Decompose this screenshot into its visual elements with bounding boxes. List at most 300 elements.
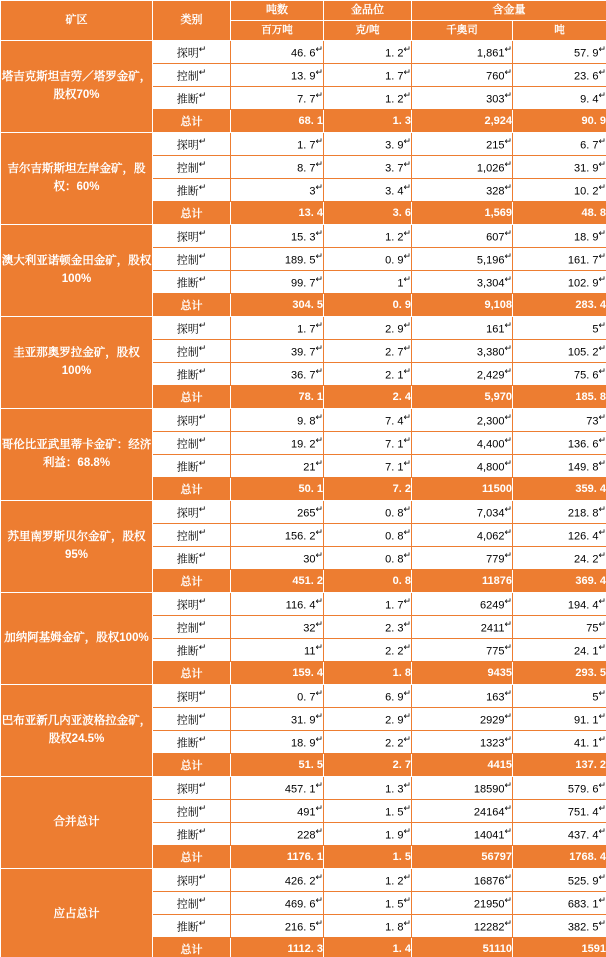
paragraph-mark-icon: ↵	[403, 596, 411, 607]
cell-contained_t: 161. 7↵	[513, 248, 606, 271]
cell-contained_koz: 11876	[412, 570, 513, 593]
cell-contained_t: 369. 4	[513, 570, 606, 593]
paragraph-mark-icon: ↵	[315, 366, 323, 377]
cell-grade: 2. 9↵	[324, 708, 412, 731]
paragraph-mark-icon: ↵	[403, 343, 411, 354]
cell-category: 总计	[153, 294, 231, 317]
paragraph-mark-icon: ↵	[315, 872, 323, 883]
table-row	[1, 409, 606, 432]
paragraph-mark-icon: ↵	[198, 66, 207, 77]
paragraph-mark-icon: ↵	[504, 366, 512, 377]
cell-grade: 1. 5↵	[324, 800, 412, 823]
cell-contained_koz: 328↵	[412, 179, 513, 202]
cell-contained_koz: 2,429↵	[412, 363, 513, 386]
paragraph-mark-icon: ↵	[198, 503, 207, 514]
paragraph-mark-icon: ↵	[598, 711, 606, 722]
paragraph-mark-icon: ↵	[598, 504, 606, 515]
paragraph-mark-icon: ↵	[403, 780, 411, 791]
cell-contained_t: 218. 8↵	[513, 501, 606, 524]
cell-contained_koz: 163↵	[412, 685, 513, 708]
cell-category: 推断↵	[153, 823, 231, 846]
cell-grade: 2. 2↵	[324, 639, 412, 662]
cell-grade: 0. 8↵	[324, 524, 412, 547]
cell-category: 控制↵	[153, 64, 231, 87]
paragraph-mark-icon: ↵	[504, 596, 512, 607]
cell-tonnes: 0. 7↵	[231, 685, 324, 708]
header-grade: 金品位	[324, 1, 412, 21]
paragraph-mark-icon: ↵	[198, 135, 207, 146]
cell-grade: 1. 3↵	[324, 777, 412, 800]
cell-contained_koz: 1,026↵	[412, 156, 513, 179]
cell-contained_t: 10. 2↵	[513, 179, 606, 202]
cell-category: 推断↵	[153, 731, 231, 754]
paragraph-mark-icon: ↵	[403, 504, 411, 515]
paragraph-mark-icon: ↵	[504, 803, 512, 814]
paragraph-mark-icon: ↵	[198, 641, 207, 652]
cell-tonnes: 457. 1↵	[231, 777, 324, 800]
cell-grade: 3. 9↵	[324, 133, 412, 156]
cell-contained_t: 48. 8	[513, 202, 606, 225]
cell-category: 控制↵	[153, 340, 231, 363]
table-row	[1, 225, 606, 248]
paragraph-mark-icon: ↵	[504, 159, 512, 170]
paragraph-mark-icon: ↵	[598, 458, 606, 469]
cell-contained_koz: 7,034↵	[412, 501, 513, 524]
cell-category: 推断↵	[153, 547, 231, 570]
cell-category: 控制↵	[153, 432, 231, 455]
cell-grade: 7. 2	[324, 478, 412, 501]
cell-contained_koz: 24164↵	[412, 800, 513, 823]
cell-grade: 0. 9↵	[324, 248, 412, 271]
cell-tonnes: 469. 6↵	[231, 892, 324, 915]
cell-grade: 2. 9↵	[324, 317, 412, 340]
cell-category: 推断↵	[153, 915, 231, 938]
header-category: 类别	[153, 1, 231, 41]
paragraph-mark-icon: ↵	[403, 872, 411, 883]
cell-contained_t: 6. 7↵	[513, 133, 606, 156]
cell-contained_t: 105. 2↵	[513, 340, 606, 363]
cell-contained_t: 137. 2	[513, 754, 606, 777]
paragraph-mark-icon: ↵	[315, 274, 323, 285]
paragraph-mark-icon: ↵	[403, 527, 411, 538]
paragraph-mark-icon: ↵	[504, 412, 512, 423]
cell-grade: 1. 2↵	[324, 869, 412, 892]
cell-grade: 1. 4	[324, 938, 412, 957]
cell-grade: 2. 4	[324, 386, 412, 409]
cell-contained_t: 75. 6↵	[513, 363, 606, 386]
paragraph-mark-icon: ↵	[198, 457, 207, 468]
paragraph-mark-icon: ↵	[198, 871, 207, 882]
paragraph-mark-icon: ↵	[198, 89, 207, 100]
cell-tonnes: 36. 7↵	[231, 363, 324, 386]
paragraph-mark-icon: ↵	[504, 136, 512, 147]
cell-category: 总计	[153, 662, 231, 685]
cell-contained_koz: 6249↵	[412, 593, 513, 616]
cell-tonnes: 13. 9↵	[231, 64, 324, 87]
paragraph-mark-icon: ↵	[315, 895, 323, 906]
cell-contained_t: 24. 1↵	[513, 639, 606, 662]
cell-grade: 7. 4↵	[324, 409, 412, 432]
cell-category: 推断↵	[153, 639, 231, 662]
paragraph-mark-icon: ↵	[315, 780, 323, 791]
cell-tonnes: 265↵	[231, 501, 324, 524]
paragraph-mark-icon: ↵	[598, 274, 606, 285]
cell-tonnes: 18. 9↵	[231, 731, 324, 754]
cell-grade: 1. 5	[324, 846, 412, 869]
paragraph-mark-icon: ↵	[315, 550, 323, 561]
cell-category: 控制↵	[153, 800, 231, 823]
cell-contained_t: 102. 9↵	[513, 271, 606, 294]
cell-contained_koz: 4,062↵	[412, 524, 513, 547]
paragraph-mark-icon: ↵	[198, 434, 207, 445]
cell-contained_koz: 3,304↵	[412, 271, 513, 294]
table-row	[1, 501, 606, 524]
paragraph-mark-icon: ↵	[504, 251, 512, 262]
cell-category: 探明↵	[153, 133, 231, 156]
cell-tonnes: 15. 3↵	[231, 225, 324, 248]
cell-category: 推断↵	[153, 363, 231, 386]
paragraph-mark-icon: ↵	[598, 918, 606, 929]
paragraph-mark-icon: ↵	[315, 527, 323, 538]
cell-category: 控制↵	[153, 892, 231, 915]
region-label: 苏里南罗斯贝尔金矿，股权95%	[1, 501, 153, 593]
paragraph-mark-icon: ↵	[198, 549, 207, 560]
paragraph-mark-icon: ↵	[315, 803, 323, 814]
cell-contained_t: 5↵	[513, 685, 606, 708]
cell-category: 控制↵	[153, 156, 231, 179]
cell-contained_t: 9. 4↵	[513, 87, 606, 110]
paragraph-mark-icon: ↵	[315, 596, 323, 607]
cell-category: 探明↵	[153, 685, 231, 708]
paragraph-mark-icon: ↵	[403, 320, 411, 331]
cell-grade: 0. 8↵	[324, 547, 412, 570]
header-grade-unit: 克/吨	[324, 21, 412, 41]
paragraph-mark-icon: ↵	[403, 550, 411, 561]
cell-tonnes: 189. 5↵	[231, 248, 324, 271]
cell-contained_t: 1768. 4	[513, 846, 606, 869]
paragraph-mark-icon: ↵	[598, 435, 606, 446]
paragraph-mark-icon: ↵	[198, 894, 207, 905]
paragraph-mark-icon: ↵	[504, 90, 512, 101]
cell-tonnes: 78. 1	[231, 386, 324, 409]
paragraph-mark-icon: ↵	[598, 895, 606, 906]
paragraph-mark-icon: ↵	[403, 918, 411, 929]
cell-contained_koz: 779↵	[412, 547, 513, 570]
cell-contained_t: 18. 9↵	[513, 225, 606, 248]
cell-grade: 2. 1↵	[324, 363, 412, 386]
paragraph-mark-icon: ↵	[504, 435, 512, 446]
paragraph-mark-icon: ↵	[315, 412, 323, 423]
cell-category: 探明↵	[153, 41, 231, 64]
cell-contained_t: 525. 9↵	[513, 869, 606, 892]
cell-contained_koz: 4415	[412, 754, 513, 777]
paragraph-mark-icon: ↵	[403, 90, 411, 101]
cell-contained_t: 90. 9	[513, 110, 606, 133]
cell-tonnes: 156. 2↵	[231, 524, 324, 547]
cell-tonnes: 68. 1	[231, 110, 324, 133]
paragraph-mark-icon: ↵	[598, 67, 606, 78]
paragraph-mark-icon: ↵	[598, 412, 606, 423]
paragraph-mark-icon: ↵	[598, 688, 606, 699]
region-label: 澳大利亚诺顿金田金矿，股权100%	[1, 225, 153, 317]
paragraph-mark-icon: ↵	[315, 228, 323, 239]
paragraph-mark-icon: ↵	[598, 803, 606, 814]
cell-contained_koz: 1,861↵	[412, 41, 513, 64]
table-header	[1, 1, 606, 41]
paragraph-mark-icon: ↵	[198, 687, 207, 698]
table-row	[1, 41, 606, 64]
paragraph-mark-icon: ↵	[198, 710, 207, 721]
cell-contained_t: 293. 5	[513, 662, 606, 685]
paragraph-mark-icon: ↵	[598, 780, 606, 791]
paragraph-mark-icon: ↵	[504, 642, 512, 653]
cell-contained_koz: 14041↵	[412, 823, 513, 846]
cell-contained_t: 41. 1↵	[513, 731, 606, 754]
paragraph-mark-icon: ↵	[504, 44, 512, 55]
cell-grade: 2. 7↵	[324, 340, 412, 363]
paragraph-mark-icon: ↵	[598, 320, 606, 331]
paragraph-mark-icon: ↵	[598, 527, 606, 538]
cell-grade: 6. 9↵	[324, 685, 412, 708]
cell-grade: 1. 5↵	[324, 892, 412, 915]
cell-grade: 7. 1↵	[324, 455, 412, 478]
cell-grade: 3. 7↵	[324, 156, 412, 179]
region-label: 塔吉克斯坦吉劳／塔罗金矿，股权70%	[1, 41, 153, 133]
region-label: 圭亚那奥罗拉金矿，股权100%	[1, 317, 153, 409]
header-contained-unit-t: 吨	[513, 21, 606, 41]
cell-tonnes: 46. 6↵	[231, 41, 324, 64]
paragraph-mark-icon: ↵	[403, 435, 411, 446]
paragraph-mark-icon: ↵	[315, 688, 323, 699]
paragraph-mark-icon: ↵	[598, 596, 606, 607]
paragraph-mark-icon: ↵	[403, 619, 411, 630]
cell-contained_koz: 4,400↵	[412, 432, 513, 455]
paragraph-mark-icon: ↵	[198, 595, 207, 606]
cell-tonnes: 9. 8↵	[231, 409, 324, 432]
paragraph-mark-icon: ↵	[504, 320, 512, 331]
paragraph-mark-icon: ↵	[504, 711, 512, 722]
paragraph-mark-icon: ↵	[598, 228, 606, 239]
cell-category: 探明↵	[153, 409, 231, 432]
paragraph-mark-icon: ↵	[403, 274, 411, 285]
cell-contained_koz: 11500	[412, 478, 513, 501]
cell-grade: 1. 3	[324, 110, 412, 133]
paragraph-mark-icon: ↵	[198, 43, 207, 54]
paragraph-mark-icon: ↵	[198, 181, 207, 192]
paragraph-mark-icon: ↵	[403, 366, 411, 377]
paragraph-mark-icon: ↵	[598, 90, 606, 101]
paragraph-mark-icon: ↵	[598, 550, 606, 561]
paragraph-mark-icon: ↵	[598, 182, 606, 193]
cell-category: 总计	[153, 754, 231, 777]
paragraph-mark-icon: ↵	[315, 918, 323, 929]
paragraph-mark-icon: ↵	[504, 895, 512, 906]
cell-grade: 2. 3↵	[324, 616, 412, 639]
header-contained: 含金量	[412, 1, 606, 21]
cell-contained_koz: 21950↵	[412, 892, 513, 915]
table-row	[1, 133, 606, 156]
cell-contained_koz: 1323↵	[412, 731, 513, 754]
cell-contained_t: 683. 1↵	[513, 892, 606, 915]
cell-contained_koz: 2,300↵	[412, 409, 513, 432]
cell-category: 控制↵	[153, 616, 231, 639]
paragraph-mark-icon: ↵	[504, 780, 512, 791]
cell-tonnes: 99. 7↵	[231, 271, 324, 294]
paragraph-mark-icon: ↵	[315, 159, 323, 170]
paragraph-mark-icon: ↵	[198, 802, 207, 813]
paragraph-mark-icon: ↵	[198, 526, 207, 537]
cell-category: 总计	[153, 478, 231, 501]
cell-grade: 7. 1↵	[324, 432, 412, 455]
cell-grade: 2. 2↵	[324, 731, 412, 754]
cell-grade: 1. 2↵	[324, 225, 412, 248]
cell-contained_koz: 1,569	[412, 202, 513, 225]
paragraph-mark-icon: ↵	[403, 803, 411, 814]
paragraph-mark-icon: ↵	[315, 458, 323, 469]
cell-tonnes: 426. 2↵	[231, 869, 324, 892]
cell-tonnes: 3↵	[231, 179, 324, 202]
cell-contained_koz: 16876↵	[412, 869, 513, 892]
paragraph-mark-icon: ↵	[315, 504, 323, 515]
paragraph-mark-icon: ↵	[315, 136, 323, 147]
cell-contained_koz: 51110	[412, 938, 513, 957]
cell-contained_koz: 9435	[412, 662, 513, 685]
cell-tonnes: 32↵	[231, 616, 324, 639]
paragraph-mark-icon: ↵	[403, 44, 411, 55]
paragraph-mark-icon: ↵	[198, 733, 207, 744]
cell-category: 推断↵	[153, 179, 231, 202]
paragraph-mark-icon: ↵	[315, 343, 323, 354]
cell-contained_koz: 18590↵	[412, 777, 513, 800]
paragraph-mark-icon: ↵	[198, 825, 207, 836]
cell-contained_koz: 215↵	[412, 133, 513, 156]
paragraph-mark-icon: ↵	[504, 504, 512, 515]
table-row	[1, 777, 606, 800]
paragraph-mark-icon: ↵	[403, 182, 411, 193]
cell-contained_t: 283. 4	[513, 294, 606, 317]
cell-grade: 1. 8↵	[324, 915, 412, 938]
paragraph-mark-icon: ↵	[198, 917, 207, 928]
cell-grade: 3. 4↵	[324, 179, 412, 202]
paragraph-mark-icon: ↵	[315, 44, 323, 55]
paragraph-mark-icon: ↵	[315, 435, 323, 446]
cell-contained_koz: 12282↵	[412, 915, 513, 938]
cell-grade: 3. 6	[324, 202, 412, 225]
cell-contained_t: 126. 4↵	[513, 524, 606, 547]
paragraph-mark-icon: ↵	[403, 688, 411, 699]
cell-tonnes: 304. 5	[231, 294, 324, 317]
cell-tonnes: 228↵	[231, 823, 324, 846]
paragraph-mark-icon: ↵	[504, 734, 512, 745]
paragraph-mark-icon: ↵	[504, 688, 512, 699]
cell-contained_t: 579. 6↵	[513, 777, 606, 800]
cell-contained_t: 359. 4	[513, 478, 606, 501]
region-label: 哥伦比亚武里蒂卡金矿：经济利益：68.8%	[1, 409, 153, 501]
cell-category: 总计	[153, 570, 231, 593]
cell-category: 探明↵	[153, 225, 231, 248]
paragraph-mark-icon: ↵	[598, 366, 606, 377]
cell-contained_t: 1591	[513, 938, 606, 957]
cell-tonnes: 50. 1	[231, 478, 324, 501]
paragraph-mark-icon: ↵	[403, 228, 411, 239]
paragraph-mark-icon: ↵	[315, 67, 323, 78]
cell-tonnes: 7. 7↵	[231, 87, 324, 110]
cell-tonnes: 1112. 3	[231, 938, 324, 957]
paragraph-mark-icon: ↵	[403, 826, 411, 837]
cell-category: 总计	[153, 938, 231, 957]
paragraph-mark-icon: ↵	[504, 918, 512, 929]
cell-tonnes: 1. 7↵	[231, 317, 324, 340]
cell-contained_t: 136. 6↵	[513, 432, 606, 455]
paragraph-mark-icon: ↵	[403, 895, 411, 906]
cell-tonnes: 1176. 1	[231, 846, 324, 869]
paragraph-mark-icon: ↵	[598, 343, 606, 354]
table-body	[1, 41, 606, 957]
cell-contained_t: 73↵	[513, 409, 606, 432]
paragraph-mark-icon: ↵	[315, 251, 323, 262]
paragraph-mark-icon: ↵	[504, 67, 512, 78]
cell-grade: 0. 8↵	[324, 501, 412, 524]
cell-contained_t: 5↵	[513, 317, 606, 340]
region-label: 吉尔吉斯斯坦左岸金矿，股权：60%	[1, 133, 153, 225]
cell-contained_koz: 303↵	[412, 87, 513, 110]
cell-category: 推断↵	[153, 455, 231, 478]
paragraph-mark-icon: ↵	[598, 619, 606, 630]
paragraph-mark-icon: ↵	[198, 365, 207, 376]
paragraph-mark-icon: ↵	[504, 527, 512, 538]
cell-tonnes: 451. 2	[231, 570, 324, 593]
paragraph-mark-icon: ↵	[598, 642, 606, 653]
paragraph-mark-icon: ↵	[403, 67, 411, 78]
cell-contained_t: 57. 9↵	[513, 41, 606, 64]
paragraph-mark-icon: ↵	[403, 711, 411, 722]
cell-category: 推断↵	[153, 87, 231, 110]
paragraph-mark-icon: ↵	[598, 136, 606, 147]
cell-contained_koz: 775↵	[412, 639, 513, 662]
cell-contained_t: 31. 9↵	[513, 156, 606, 179]
table-row	[1, 317, 606, 340]
paragraph-mark-icon: ↵	[315, 642, 323, 653]
cell-tonnes: 491↵	[231, 800, 324, 823]
cell-tonnes: 30↵	[231, 547, 324, 570]
paragraph-mark-icon: ↵	[315, 711, 323, 722]
region-label: 应占总计	[1, 869, 153, 957]
cell-category: 控制↵	[153, 708, 231, 731]
paragraph-mark-icon: ↵	[598, 44, 606, 55]
paragraph-mark-icon: ↵	[504, 343, 512, 354]
cell-contained_koz: 9,108	[412, 294, 513, 317]
cell-grade: 1. 9↵	[324, 823, 412, 846]
cell-grade: 1. 2↵	[324, 41, 412, 64]
paragraph-mark-icon: ↵	[598, 251, 606, 262]
cell-contained_koz: 5,196↵	[412, 248, 513, 271]
cell-grade: 0. 9	[324, 294, 412, 317]
cell-category: 总计	[153, 110, 231, 133]
paragraph-mark-icon: ↵	[403, 251, 411, 262]
paragraph-mark-icon: ↵	[198, 250, 207, 261]
paragraph-mark-icon: ↵	[198, 273, 207, 284]
cell-category: 总计	[153, 202, 231, 225]
paragraph-mark-icon: ↵	[315, 90, 323, 101]
cell-contained_koz: 2411↵	[412, 616, 513, 639]
cell-contained_t: 75↵	[513, 616, 606, 639]
cell-contained_koz: 607↵	[412, 225, 513, 248]
cell-tonnes: 39. 7↵	[231, 340, 324, 363]
paragraph-mark-icon: ↵	[403, 458, 411, 469]
paragraph-mark-icon: ↵	[198, 227, 207, 238]
cell-tonnes: 21↵	[231, 455, 324, 478]
cell-contained_koz: 2929↵	[412, 708, 513, 731]
